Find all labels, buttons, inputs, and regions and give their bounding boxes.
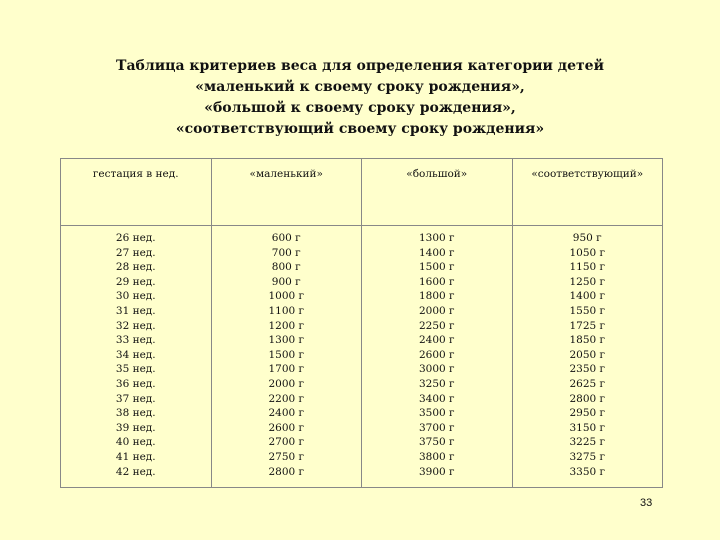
table-cell: 2400 г [418,334,455,347]
column-large [362,226,513,488]
table-cell: 41 нед. [115,450,156,463]
table-cell: 3250 г [418,377,455,390]
table-cell: 1300 г [418,232,455,244]
table-cell: 2800 г [268,465,305,478]
table-cell: 1500 г [418,261,455,274]
title-line-3: «большой к своему сроку рождения», [204,100,516,116]
title-line-4: «соответствующий своему сроку рождения» [175,121,545,137]
table-cell: 1400 г [418,246,455,259]
table-cell: 34 нед. [115,348,156,361]
slide-title [0,56,720,140]
table-cell: 1725 г [569,319,606,332]
table-cell: 2200 г [268,392,305,405]
table-cell: 39 нед. [115,421,156,434]
table-cell: 33 нед. [115,334,156,347]
table-cell: 28 нед. [115,261,156,274]
table-cell: 31 нед. [115,304,156,317]
table-cell: 35 нед. [115,363,156,376]
table-cell: 2750 г [268,450,305,463]
table-cell: 3750 г [418,436,455,449]
weight-criteria-table [60,158,663,488]
table-cell: 900 г [271,275,301,288]
table-cell: 1100 г [268,304,305,317]
table-cell: 1850 г [569,334,606,347]
table-cell: 1500 г [268,348,305,361]
table-cell: 2000 г [418,304,455,317]
table-cell: 950 г [572,232,602,244]
table-cell: 800 г [271,261,301,274]
table-cell: 1300 г [268,334,305,347]
table-cell: 2400 г [268,407,305,420]
table-cell: 27 нед. [115,246,156,259]
column-small [211,226,362,488]
table-cell: 38 нед. [115,407,156,420]
table-body-row [61,226,663,488]
table-cell: 3400 г [418,392,455,405]
table-cell: 1250 г [569,275,606,288]
table-cell: 700 г [271,246,301,259]
table-cell: 37 нед. [115,392,156,405]
table-cell: 1550 г [569,304,606,317]
column-appropriate [512,226,663,488]
table-cell: 3700 г [418,421,455,434]
table-cell: 3500 г [418,407,455,420]
table-header-row [61,159,663,226]
title-line-2: «маленький к своему сроку рождения», [195,79,525,95]
table-cell: 2350 г [569,363,606,376]
table-cell: 36 нед. [115,377,156,390]
table-cell: 26 нед. [115,232,156,244]
header-small: «маленький» [211,159,362,226]
title-line-1: Таблица критериев веса для определения категории детей [116,58,604,74]
table-cell: 3225 г [569,436,606,449]
table-cell: 1700 г [268,363,305,376]
page-number: 33 [640,497,653,509]
table-cell: 2950 г [569,407,606,420]
table-cell: 1400 г [569,290,606,303]
table-cell: 40 нед. [115,436,156,449]
table-cell: 2250 г [418,319,455,332]
table-cell: 1200 г [268,319,305,332]
table-cell: 29 нед. [115,275,156,288]
table-cell: 1150 г [569,261,606,274]
table-cell: 2600 г [268,421,305,434]
table-cell: 1050 г [569,246,606,259]
header-large: «большой» [362,159,513,226]
table-cell: 2050 г [569,348,606,361]
header-gestation: гестация в нед. [61,159,212,226]
column-gestation [61,226,212,488]
table-cell: 3800 г [418,450,455,463]
table-cell: 3900 г [418,465,455,478]
table-cell: 2800 г [569,392,606,405]
table-cell: 2000 г [268,377,305,390]
table-cell: 3275 г [569,450,606,463]
table-cell: 2600 г [418,348,455,361]
table-cell: 3150 г [569,421,606,434]
table-cell: 2700 г [268,436,305,449]
table-cell: 3350 г [569,465,606,478]
table-cell: 42 нед. [115,465,156,478]
table-cell: 2625 г [569,377,606,390]
table-cell: 1800 г [418,290,455,303]
table-cell: 3000 г [418,363,455,376]
table-cell: 32 нед. [115,319,156,332]
table-cell: 1000 г [268,290,305,303]
table-cell: 30 нед. [115,290,156,303]
header-appropriate: «соответствующий» [512,159,663,226]
table-cell: 1600 г [418,275,455,288]
table-cell: 600 г [271,232,301,244]
